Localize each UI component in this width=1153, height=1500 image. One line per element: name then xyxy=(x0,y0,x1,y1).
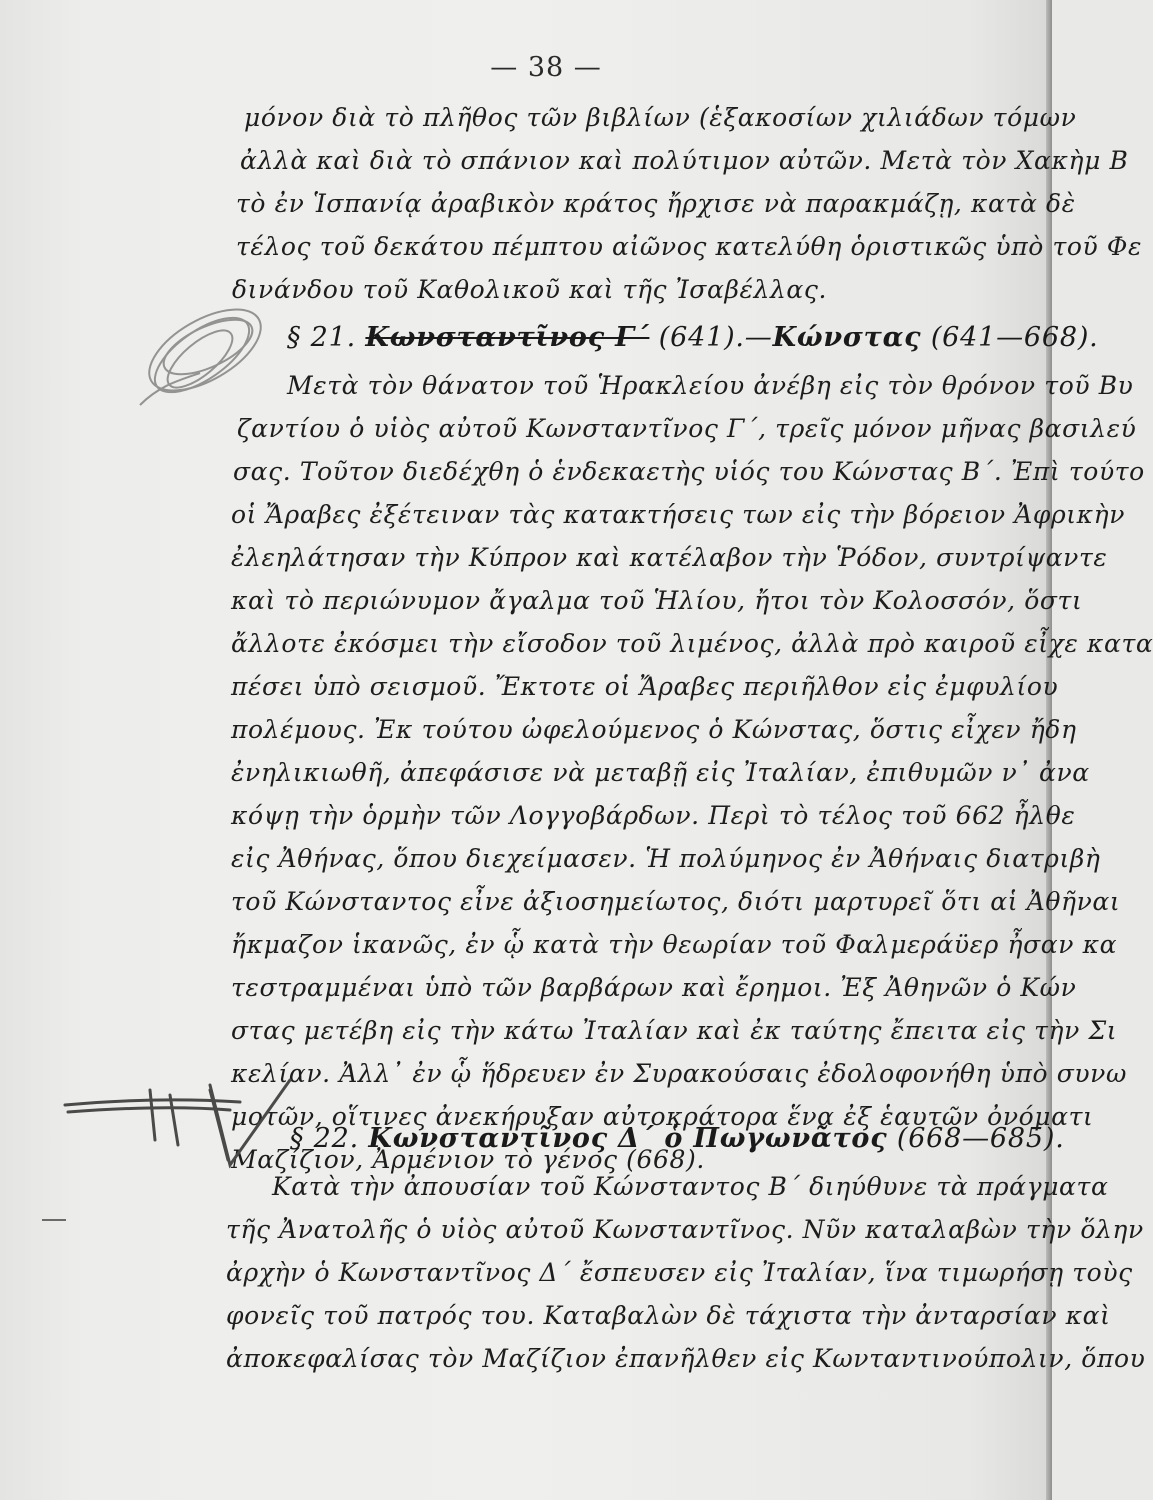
text-line: τῆς Ἀνατολῆς ὁ υἱὸς αὐτοῦ Κωνσταντῖνος. Νῦν καταλαβὼν τὴν ὅλην xyxy=(226,1215,1144,1244)
text-line: τὸ ἐν Ἱσπανίᾳ ἀραβικὸν κράτος ἤρχισε νὰ παρακμάζῃ, κατὰ δὲ xyxy=(236,189,1076,218)
section-years: (668—685). xyxy=(896,1123,1065,1154)
text-line: εἰς Ἀθήνας, ὅπου διεχείμασεν. Ἡ πολύμηνος ἐν Ἀθήναις διατριβὴ xyxy=(231,844,1101,873)
text-line: κόψῃ τὴν ὁρμὴν τῶν Λογγοβάρδων. Περὶ τὸ τέλος τοῦ 662 ἦλθε xyxy=(231,801,1076,830)
text-line: μοτῶν, οἵτινες ἀνεκήρυξαν αὐτοκράτορα ἕνα ἐξ ἑαυτῶν ὀνόματι xyxy=(231,1102,1094,1131)
text-line: οἱ Ἄραβες ἐξέτειναν τὰς κατακτήσεις των εἰς τὴν βόρειον Ἀφρικὴν xyxy=(231,500,1126,529)
text-line: φονεῖς τοῦ πατρός του. Καταβαλὼν δὲ τάχιστα τὴν ἀνταρσίαν καὶ xyxy=(226,1301,1111,1330)
text-line: τέλος τοῦ δεκάτου πέμπτου αἰῶνος κατελύθη ὁριστικῶς ὑπὸ τοῦ Φε xyxy=(236,232,1142,261)
text-line: ἐνηλικιωθῆ, ἀπεφάσισε νὰ μεταβῇ εἰς Ἰταλίαν, ἐπιθυμῶν ν᾿ ἀνα xyxy=(231,758,1090,787)
margin-dash xyxy=(40,1215,70,1225)
dash: — xyxy=(744,322,773,353)
page-number: — 38 — xyxy=(490,52,602,83)
text-line: ἀλλὰ καὶ διὰ τὸ σπάνιον καὶ πολύτιμον αὐτῶν. Μετὰ τὸν Χακὴμ Β xyxy=(240,146,1129,175)
text-line: μόνον διὰ τὸ πλῆθος τῶν βιβλίων (ἑξακοσίων χιλιάδων τόμων xyxy=(244,103,1077,132)
section-21-heading xyxy=(287,322,1099,353)
text-line: τεστραμμέναι ὑπὸ τῶν βαρβάρων καὶ ἔρημοι. Ἐξ Ἀθηνῶν ὁ Κών xyxy=(231,973,1077,1002)
text-line: κελίαν. Ἀλλ᾿ ἐν ᾧ ἥδρευεν ἐν Συρακούσαις ἐδολοφονήθη ὑπὸ συνω xyxy=(231,1059,1127,1088)
text-line: δινάνδου τοῦ Καθολικοῦ καὶ τῆς Ἰσαβέλλας. xyxy=(232,275,828,304)
section-years: (641). xyxy=(658,322,745,353)
text-line: Μαζίζιον, Ἀρμένιον τὸ γένος (668). xyxy=(231,1145,705,1174)
text-line: ἄλλοτε ἐκόσμει τὴν εἴσοδον τοῦ λιμένος, ἀλλὰ πρὸ καιροῦ εἶχε κατα xyxy=(231,629,1153,658)
text-line: σας. Τοῦτον διεδέχθη ὁ ἑνδεκαετὴς υἱός του Κώνστας Β΄. Ἐπὶ τούτο xyxy=(233,457,1145,486)
text-line: πολέμους. Ἐκ τούτου ὠφελούμενος ὁ Κώνστας, ὅστις εἶχεν ἤδη xyxy=(231,715,1077,744)
text-line: Μετὰ τὸν θάνατον τοῦ Ἡρακλείου ἀνέβη εἰς τὸν θρόνον τοῦ Βυ xyxy=(287,371,1134,400)
section-title-struck: Κωνσταντῖνος Γ΄ xyxy=(365,322,650,353)
text-line: Κατὰ τὴν ἀπουσίαν τοῦ Κώνσταντος Β΄ διηύθυνε τὰ πράγματα xyxy=(272,1172,1109,1201)
text-line: ἐλεηλάτησαν τὴν Κύπρον καὶ κατέλαβον τὴν Ῥόδον, συντρίψαντε xyxy=(231,543,1108,572)
text-line: καὶ τὸ περιώνυμον ἄγαλμα τοῦ Ἡλίου, ἤτοι τὸν Κολοσσόν, ὅστι xyxy=(231,586,1083,615)
section-number: § 22. xyxy=(290,1123,360,1154)
text-line: ἤκμαζον ἱκανῶς, ἐν ᾧ κατὰ τὴν θεωρίαν τοῦ Φαλμεράϋερ ἦσαν κα xyxy=(231,930,1118,959)
section-title: Κώνστας xyxy=(772,322,922,353)
pencil-scribble xyxy=(120,285,290,435)
section-number: § 21. xyxy=(287,322,357,353)
text-line: τοῦ Κώνσταντος εἶνε ἀξιοσημείωτος, διότι μαρτυρεῖ ὅτι αἱ Ἀθῆναι xyxy=(231,887,1121,916)
section-title: Κωνσταντῖνος Δ΄ ὁ Πωγωνᾶτος xyxy=(368,1123,888,1154)
text-line: ἀποκεφαλίσας τὸν Μαζίζιον ἐπανῆλθεν εἰς Κωνταντινούπολιν, ὅπου xyxy=(226,1344,1146,1373)
text-line: ζαντίου ὁ υἱὸς αὐτοῦ Κωνσταντῖνος Γ΄, τρεῖς μόνον μῆνας βασιλεύ xyxy=(237,414,1137,443)
text-line: στας μετέβη εἰς τὴν κάτω Ἰταλίαν καὶ ἐκ ταύτης ἔπειτα εἰς τὴν Σι xyxy=(231,1016,1118,1045)
text-line: πέσει ὑπὸ σεισμοῦ. Ἔκτοτε οἱ Ἄραβες περιῆλθον εἰς ἐμφυλίου xyxy=(231,672,1059,701)
section-22-heading xyxy=(290,1123,1065,1154)
text-line: ἀρχὴν ὁ Κωνσταντῖνος Δ΄ ἔσπευσεν εἰς Ἰταλίαν, ἵνα τιμωρήσῃ τοὺς xyxy=(226,1258,1133,1287)
section-years: (641—668). xyxy=(930,322,1099,353)
